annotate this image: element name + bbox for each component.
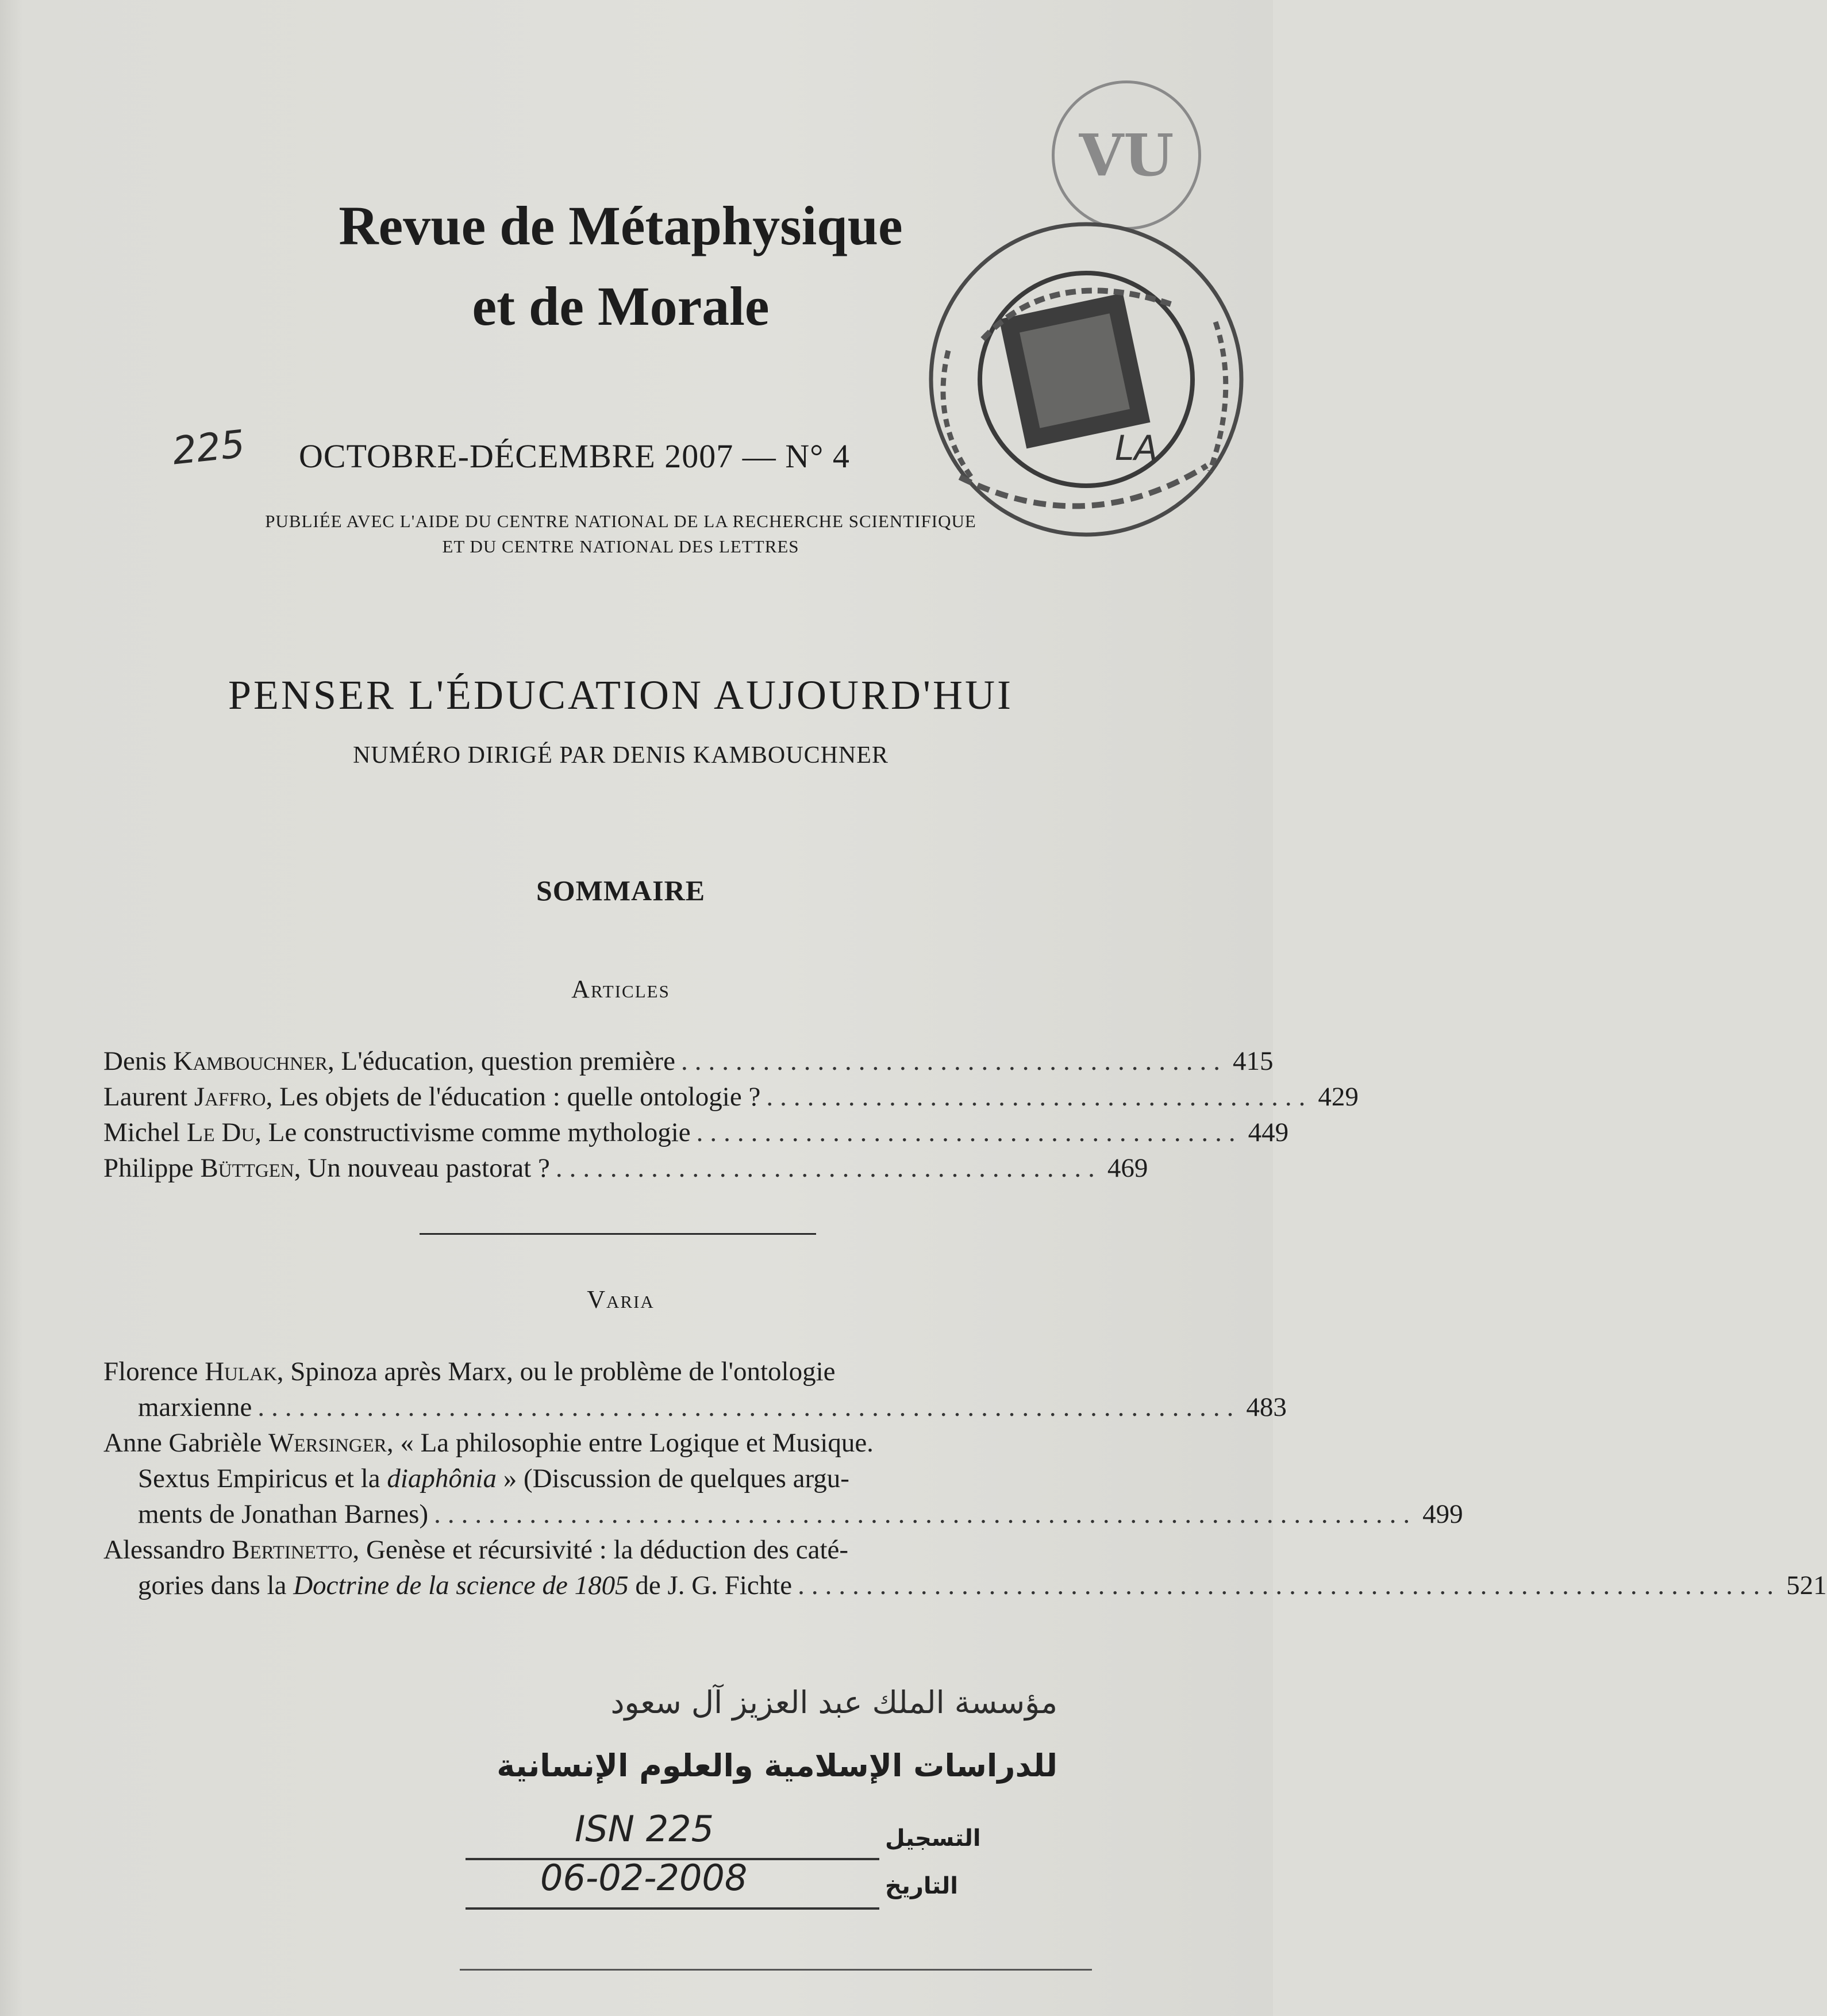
bottom-line <box>460 1969 1092 1971</box>
author-name: Le Du <box>186 1118 255 1147</box>
author-name: Wersinger <box>268 1428 387 1458</box>
date-label: التاريخ <box>885 1873 958 1899</box>
article-title: , L'éducation, question première <box>328 1046 675 1076</box>
page-number: 429 <box>1318 1082 1359 1112</box>
published-with-line1: PUBLIÉE AVEC L'AIDE DU CENTRE NATIONAL DE LA RECHERCHE SCIENTIFIQUE <box>265 511 976 531</box>
author-name: Hulak <box>205 1357 277 1387</box>
register-label: التسجيل <box>885 1825 981 1852</box>
date-underline <box>466 1907 879 1910</box>
issue-theme-title: PENSER L'ÉDUCATION AUJOURD'HUI <box>228 672 1013 718</box>
register-date: 06-02-2008 <box>540 1857 748 1899</box>
toc-entry[interactable]: Anne Gabrièle Wersinger, « La philosophie entre Logique et Musique. Sextus Empiricus et la diaphônia » (Discussion de quelques argu- ments de Jonathan Barnes) ........................................................................ 499 <box>103 1425 1138 1532</box>
article-title: , Le constructivisme comme mythologie <box>255 1118 691 1147</box>
page-number: 483 <box>1246 1392 1287 1422</box>
toc-entry[interactable]: Michel Le Du, Le constructivisme comme mythologie ........................................ 449 <box>103 1115 1138 1150</box>
article-title: , Les objets de l'éducation : quelle ontologie ? <box>266 1082 761 1112</box>
varia-list <box>103 1354 1827 1603</box>
page-number: 415 <box>1232 1046 1274 1076</box>
page-number: 449 <box>1248 1118 1289 1147</box>
page-number: 499 <box>1422 1499 1463 1529</box>
section-divider <box>420 1233 816 1235</box>
article-title: , Spinoza après Marx, ou le problème de l'ontologie <box>276 1357 836 1387</box>
issue-director: NUMÉRO DIRIGÉ PAR DENIS KAMBOUCHNER <box>353 742 889 769</box>
sommaire-heading: SOMMAIRE <box>536 874 706 907</box>
toc-entry[interactable]: Alessandro Bertinetto, Genèse et récursivité : la déduction des caté- gories dans la Doctrine de la science de 1805 de J. G. Fichte ........................................................................ 521 <box>103 1532 1138 1603</box>
toc-entry[interactable]: Florence Hulak, Spinoza après Marx, ou le problème de l'ontologie marxienne ........................................................................ 483 <box>103 1354 1138 1425</box>
articles-heading: Articles <box>571 975 670 1003</box>
author-name: Kambouchner <box>173 1046 328 1076</box>
article-title: , Genèse et récursivité : la déduction des caté- <box>352 1535 849 1565</box>
author-name: Bertinetto <box>232 1535 353 1565</box>
register-number: ISN 225 <box>575 1808 714 1850</box>
articles-list <box>103 1043 1359 1186</box>
page-number: 469 <box>1107 1153 1148 1183</box>
issue-date: OCTOBRE-DÉCEMBRE 2007 — N° 4 <box>299 437 850 475</box>
vu-stamp: VU <box>1052 80 1201 230</box>
published-with-line2: ET DU CENTRE NATIONAL DES LETTRES <box>442 536 799 556</box>
journal-title-line2: et de Morale <box>472 275 770 337</box>
toc-entry[interactable]: Denis Kambouchner, L'éducation, question première ........................................ 415 <box>103 1043 1138 1079</box>
arabic-stamp-line1: مؤسسة الملك عبد العزيز آل سعود <box>610 1684 1057 1721</box>
arabic-stamp-line2: للدراسات الإسلامية والعلوم الإنسانية <box>497 1748 1057 1784</box>
author-name: Jaffro <box>194 1082 266 1112</box>
article-title: , Un nouveau pastorat ? <box>294 1153 550 1183</box>
toc-entry[interactable]: Laurent Jaffro, Les objets de l'éducation : quelle ontologie ? ........................................ 429 <box>103 1079 1138 1115</box>
article-title: , « La philosophie entre Logique et Musique. <box>386 1428 874 1458</box>
handwritten-issue-number: 225 <box>170 421 247 474</box>
journal-title-line1: Revue de Métaphysique <box>339 195 903 256</box>
author-name: Büttgen <box>200 1153 294 1183</box>
stamp-initials: LA <box>1115 428 1158 469</box>
page-number: 521 <box>1786 1570 1827 1600</box>
toc-entry[interactable]: Philippe Büttgen, Un nouveau pastorat ? ........................................ 469 <box>103 1150 1138 1186</box>
varia-heading: Varia <box>587 1285 655 1314</box>
